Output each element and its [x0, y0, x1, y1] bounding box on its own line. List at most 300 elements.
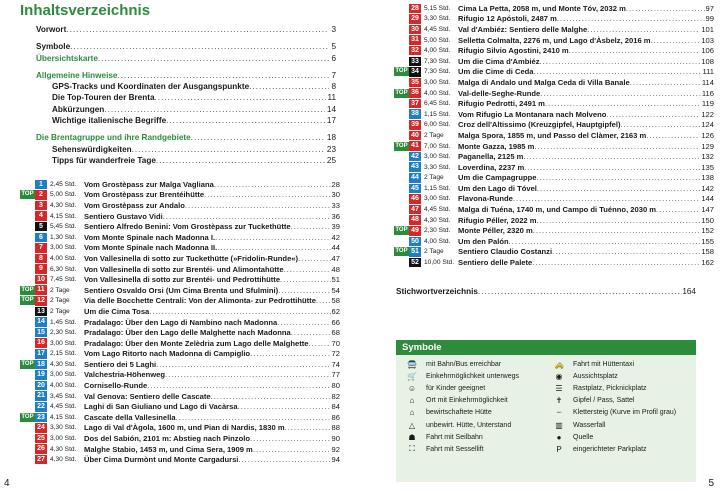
tour-page: 39	[331, 222, 340, 232]
symbol-item	[402, 407, 543, 419]
tour-duration: 1,45 Std.	[50, 318, 77, 326]
tour-page: 74	[331, 359, 340, 369]
tour-duration: 2 Tage	[50, 286, 70, 294]
tour-name: Cima La Petta, 2058 m, und Monte Tóv, 2032 m	[458, 3, 626, 13]
tour-row[interactable]	[394, 3, 714, 14]
tour-row[interactable]	[20, 370, 340, 381]
tour-name: Um den Lago di Tóvel	[458, 183, 537, 193]
toc-entry-page: 7	[331, 70, 336, 80]
tour-page: 28	[331, 179, 340, 189]
tour-page: 44	[331, 243, 340, 253]
tour-duration: 3,30 Std.	[424, 15, 451, 23]
tour-duration: 6,45 Std.	[424, 100, 451, 108]
right-page	[360, 0, 720, 491]
tour-name: Laghi di San Giuliano und Lago di Vacàrsa	[84, 402, 238, 412]
tour-page: 106	[701, 46, 714, 56]
tour-name: Pradalago: Über den Monte Zelèdria zum Lago delle Malghette	[84, 338, 309, 348]
tour-number-badge: 3	[35, 201, 47, 211]
tour-page: 33	[331, 200, 340, 210]
tour-name: Val-delle-Seghe-Runde	[458, 88, 541, 98]
symbol-item	[549, 395, 690, 407]
symbol-legend	[396, 340, 696, 482]
tour-row[interactable]	[394, 215, 714, 226]
tour-name: Vom Monte Spinale nach Madonna II.	[84, 243, 218, 253]
tour-duration: 10,00 Std.	[424, 259, 455, 267]
tour-duration: 2 Tage	[50, 307, 70, 315]
tour-number-badge: 31	[409, 35, 421, 45]
page-title: Inhaltsverzeichnis	[20, 2, 151, 19]
tour-number-badge: 18	[35, 360, 47, 370]
tour-page: 147	[701, 205, 714, 215]
toc-entry[interactable]	[36, 41, 336, 52]
tour-page: 58	[331, 296, 340, 306]
toc-entry[interactable]	[36, 70, 336, 81]
tour-duration: 4,00 Std.	[50, 382, 77, 390]
tour-page: 66	[331, 317, 340, 327]
toc-entry-page: 11	[327, 93, 336, 103]
tour-row[interactable]	[394, 183, 714, 194]
tour-number-badge: 27	[35, 455, 47, 465]
tour-duration: 7,00 Std.	[424, 142, 451, 150]
tour-page: 70	[331, 338, 340, 348]
tour-number-badge: 2	[35, 190, 47, 200]
tour-row[interactable]	[20, 232, 340, 243]
tour-page: 54	[331, 285, 340, 295]
tour-duration: 5,45 Std.	[50, 223, 77, 231]
tour-name: Croz dell'Altissimo (Kreuzgipfel, Hauptgipfel)	[458, 120, 621, 130]
tour-name: Malghe Stabio, 1453 m, und Cima Sera, 1909 m	[84, 444, 253, 454]
tour-row[interactable]	[394, 173, 714, 184]
toc-list	[36, 24, 336, 166]
tour-duration: 4,30 Std.	[50, 456, 77, 464]
tour-page: 90	[331, 434, 340, 444]
toc-entry-label: Wichtige italienische Begriffe	[52, 116, 167, 126]
tour-row[interactable]	[20, 285, 340, 296]
top-badge: TOP	[395, 142, 408, 149]
tour-name: Sentiero Alfredo Benini: Vom Grostèpass zur Tuckethütte	[84, 222, 291, 232]
tour-duration: 1,15 Std.	[424, 110, 451, 118]
tour-page: 126	[701, 130, 714, 140]
tour-duration: 2 Tage	[50, 297, 70, 305]
stichwort-label: Stichwortverzeichnis	[396, 287, 478, 296]
tour-number-badge: 26	[35, 444, 47, 454]
tour-row[interactable]	[394, 236, 714, 247]
tour-number-badge: 32	[409, 46, 421, 56]
top-badge: TOP	[21, 286, 34, 293]
tour-row[interactable]	[394, 141, 714, 152]
tour-number-badge: 4	[35, 211, 47, 221]
tour-row[interactable]	[20, 391, 340, 402]
tour-number-badge: 29	[409, 14, 421, 24]
tour-number-badge: 46	[409, 194, 421, 204]
tour-page: 150	[701, 215, 714, 225]
cable-car-icon: ☗	[408, 432, 416, 442]
symbol-item	[402, 395, 543, 407]
toc-entry-page: 14	[326, 104, 336, 114]
tour-number-badge: 16	[35, 338, 47, 348]
tour-row[interactable]	[394, 56, 714, 67]
tour-page: 124	[701, 120, 714, 130]
tour-number-badge: 22	[35, 402, 47, 412]
tour-number-badge: 19	[35, 370, 47, 380]
toc-entry-label: Vorwort	[36, 25, 67, 34]
tour-name: Sentiero Gustavo Vidi	[84, 211, 163, 221]
tour-duration: 5,15 Std.	[424, 4, 451, 12]
tour-number-badge: 12	[35, 296, 47, 306]
tour-duration: 7,45 Std.	[50, 276, 77, 284]
tour-page: 122	[701, 109, 714, 119]
tour-name: Malga di Tuéna, 1740 m, und Campo di Tuénno, 2030 m	[458, 205, 657, 215]
tour-row[interactable]	[20, 211, 340, 222]
tour-page: 132	[701, 152, 714, 162]
tour-page: 88	[331, 423, 340, 433]
tour-name: Von Vallesinella di sotto zur Brentéi- und Alimontahütte	[84, 264, 284, 274]
toc-entry[interactable]	[36, 81, 336, 92]
symbol-item	[549, 382, 690, 394]
symbol-label: Rastplatz, Picknickplatz	[573, 384, 647, 392]
tour-page: 47	[331, 253, 340, 263]
tour-name: Rifugio Silvio Agostini, 2410 m	[458, 46, 569, 56]
tour-row[interactable]	[394, 45, 714, 56]
tour-duration: 5,00 Std.	[424, 36, 451, 44]
toc-entry-page: 18	[326, 133, 336, 143]
village-icon: ⌂	[409, 396, 415, 406]
symbol-item	[549, 443, 690, 455]
tour-name: Um die Cima d'Ambiéz	[458, 56, 540, 66]
symbol-label: Fahrt mit Seilbahn	[426, 433, 483, 441]
tour-page: 72	[331, 349, 340, 359]
tour-name: Vom Rifugio La Montanara nach Molveno	[458, 109, 607, 119]
tour-duration: 2,45 Std.	[50, 180, 77, 188]
toc-entry[interactable]	[36, 92, 336, 103]
tour-row[interactable]	[394, 98, 714, 109]
tour-name: Rifugio 12 Apóstoli, 2487 m	[458, 14, 557, 24]
parking-icon: P	[556, 444, 562, 454]
tour-number-badge: 21	[35, 391, 47, 401]
tour-name: Sentiero Osvaldo Orsi (Um Cima Brenta und Sfulmini)	[84, 285, 279, 295]
tour-duration: 3,00 Std.	[424, 195, 451, 203]
tour-row[interactable]	[20, 200, 340, 211]
toc-entry-page: 6	[331, 53, 336, 63]
tour-row[interactable]	[20, 221, 340, 232]
symbol-item	[402, 358, 543, 370]
tour-name: Malga di Andalo und Malga Ceda di Villa Banale	[458, 77, 630, 87]
tour-list-right	[394, 3, 714, 268]
tour-number-badge: 36	[409, 88, 421, 98]
tour-page: 30	[331, 190, 340, 200]
tour-row[interactable]	[20, 296, 340, 307]
tour-number-badge: 41	[409, 141, 421, 151]
tour-duration: 2 Tage	[424, 131, 444, 139]
chairlift-icon: ⛶	[409, 444, 415, 454]
tour-page: 82	[331, 391, 340, 401]
tour-number-badge: 35	[409, 78, 421, 88]
tour-duration: 4,30 Std.	[50, 201, 77, 209]
tour-duration: 2 Tage	[424, 248, 444, 256]
tour-page: 42	[331, 232, 340, 242]
tour-duration: 7,30 Std.	[424, 57, 451, 65]
tour-number-badge: 10	[35, 275, 47, 285]
tour-row[interactable]	[394, 151, 714, 162]
symbol-label: Gipfel / Pass, Sattel	[573, 397, 635, 405]
toc-entry[interactable]	[36, 132, 336, 143]
tour-row[interactable]	[20, 423, 340, 434]
tour-number-badge: 48	[409, 215, 421, 225]
tour-duration: 4,45 Std.	[50, 403, 77, 411]
toc-entry-label: Allgemeine Hinweise	[36, 70, 118, 80]
stichwort-line[interactable]	[396, 287, 696, 298]
tour-row[interactable]	[20, 444, 340, 455]
tour-duration: 4,00 Std.	[424, 89, 451, 97]
tour-page: 111	[702, 67, 714, 77]
tour-duration: 1,15 Std.	[424, 184, 451, 192]
tour-duration: 4,45 Std.	[424, 206, 451, 214]
tour-duration: 4,00 Std.	[50, 254, 77, 262]
symbol-label: Einkehrmöglichkeit unterwegs	[426, 372, 519, 380]
tour-duration: 3,30 Std.	[50, 424, 77, 432]
tour-row[interactable]	[20, 317, 340, 328]
tour-number-badge: 39	[409, 120, 421, 130]
toc-entry-label: Abkürzungen	[52, 104, 105, 114]
tour-name: Pradalago: Über den Lago di Nambino nach Madonna	[84, 317, 278, 327]
tour-duration: 3,00 Std.	[50, 435, 77, 443]
tour-row[interactable]	[394, 162, 714, 173]
symbol-item	[402, 431, 543, 443]
tour-page: 94	[331, 455, 340, 465]
tour-number-badge: 51	[409, 247, 421, 257]
tour-name: Sentiero Claudio Costanzi	[458, 247, 553, 257]
tour-row[interactable]	[20, 454, 340, 465]
symbol-label: Ort mit Einkehrmöglichkeit	[426, 397, 508, 405]
top-badge: TOP	[395, 227, 408, 234]
tour-name: Von Vallesinella di sotto zur Tuckethütte (»Fridolin-Runde«)	[84, 253, 299, 263]
tour-name: Monte Péller, 2320 m	[458, 226, 533, 236]
tour-row[interactable]	[394, 247, 714, 258]
tour-page: 48	[331, 264, 340, 274]
tour-row[interactable]	[20, 264, 340, 275]
toc-entry[interactable]	[36, 53, 336, 64]
tour-row[interactable]	[20, 253, 340, 264]
child-icon: ☺	[407, 383, 417, 393]
tour-number-badge: 23	[35, 413, 47, 423]
symbol-item	[402, 443, 543, 455]
tour-name: Um die Cime di Ceda	[458, 67, 534, 77]
tour-name: Vom Grostèpass zur Brentéihütte	[84, 190, 205, 200]
tour-row[interactable]	[20, 401, 340, 412]
waterfall-icon: ▥	[555, 420, 563, 430]
toc-entry[interactable]	[36, 104, 336, 115]
tour-number-badge: 5	[35, 222, 47, 232]
tour-row[interactable]	[394, 130, 714, 141]
tour-row[interactable]	[394, 14, 714, 25]
tour-number-badge: 50	[409, 237, 421, 247]
tour-page: 152	[701, 226, 714, 236]
toc-entry-label: Tipps für wanderfreie Tage	[52, 155, 156, 165]
tour-page: 129	[701, 141, 714, 151]
tour-duration: 1,30 Std.	[50, 233, 77, 241]
tour-page: 108	[701, 56, 714, 66]
tour-number-badge: 24	[35, 423, 47, 433]
tour-row[interactable]	[394, 77, 714, 88]
tour-number-badge: 49	[409, 226, 421, 236]
symbol-label: eingerichteter Parkplatz	[573, 445, 647, 453]
tour-number-badge: 20	[35, 381, 47, 391]
tour-page: 68	[331, 328, 340, 338]
tour-page: 99	[705, 14, 714, 24]
tour-duration: 4,15 Std.	[50, 212, 77, 220]
tour-name: Um die Cima Tosa	[84, 306, 150, 316]
tour-name: Val d'Ambiéz: Sentiero delle Malghe	[458, 24, 588, 34]
tour-name: Cascate della Vallesinella	[84, 412, 176, 422]
symbol-label: Fahrt mit Sessellift	[426, 445, 484, 453]
tour-name: Von Vallesinella di sotto zur Brentéi- und Pedrottihütte	[84, 275, 281, 285]
tour-page: 101	[701, 24, 714, 34]
tour-page: 144	[701, 194, 714, 204]
tour-row[interactable]	[20, 306, 340, 317]
tour-duration: 4,15 Std.	[50, 413, 77, 421]
tour-number-badge: 43	[409, 162, 421, 172]
symbol-item	[402, 370, 543, 382]
tour-number-badge: 45	[409, 184, 421, 194]
tour-page: 135	[701, 162, 714, 172]
tour-row[interactable]	[20, 243, 340, 254]
toc-entry-label: Symbole	[36, 42, 71, 52]
toc-entry[interactable]	[36, 24, 336, 35]
tour-row[interactable]	[394, 257, 714, 268]
toc-entry-label: GPS-Tracks und Koordinaten der Ausgangspunkte	[52, 82, 250, 92]
tour-duration: 3,00 Std.	[50, 371, 77, 379]
tour-row[interactable]	[394, 109, 714, 120]
tour-row[interactable]	[20, 338, 340, 349]
tour-row[interactable]	[394, 35, 714, 46]
tour-number-badge: 9	[35, 264, 47, 274]
tour-row[interactable]	[20, 349, 340, 360]
tour-page: 138	[701, 173, 714, 183]
tour-number-badge: 44	[409, 173, 421, 183]
tour-row[interactable]	[394, 204, 714, 215]
toc-entry-label: Übersichtskarte	[36, 53, 98, 63]
symbol-label: für Kinder geeignet	[426, 384, 486, 392]
tour-row[interactable]	[394, 120, 714, 131]
tour-number-badge: 28	[409, 4, 421, 14]
tour-name: Flavona-Runde	[458, 194, 513, 204]
tour-name: Rifugio Péller, 2022 m	[458, 215, 537, 225]
tour-name: Paganella, 2125 m	[458, 152, 524, 162]
tour-duration: 5,00 Std.	[50, 191, 77, 199]
tour-row[interactable]	[20, 179, 340, 190]
top-badge: TOP	[21, 191, 34, 198]
tour-name: Vom Grostèpass zur Andalo	[84, 200, 185, 210]
page-number-left: 4	[4, 478, 10, 489]
top-badge: TOP	[395, 248, 408, 255]
tour-row[interactable]	[394, 194, 714, 205]
tour-row[interactable]	[20, 380, 340, 391]
picnic-icon: ☰	[555, 383, 563, 393]
top-badge: TOP	[21, 297, 34, 304]
symbol-label: mit Bahn/Bus erreichbar	[426, 360, 502, 368]
tour-page: 77	[331, 370, 340, 380]
tour-name: Vom Grostèpass zur Malga Vagliana	[84, 179, 214, 189]
tour-row[interactable]	[394, 88, 714, 99]
symbol-item	[549, 431, 690, 443]
tour-number-badge: 13	[35, 307, 47, 317]
tour-row[interactable]	[20, 190, 340, 201]
tour-duration: 4,30 Std.	[50, 445, 77, 453]
symbol-item	[549, 370, 690, 382]
tour-row[interactable]	[20, 359, 340, 370]
tour-duration: 3,00 Std.	[50, 244, 77, 252]
tour-name: Selletta Colmalta, 2276 m, und Lago d'Àsbelz, 2016 m	[458, 35, 651, 45]
summit-icon: ✝	[555, 396, 563, 406]
symbol-item	[549, 407, 690, 419]
tour-row[interactable]	[394, 24, 714, 35]
tour-name: Monte Gazza, 1985 m	[458, 141, 535, 151]
tour-duration: 2,15 Std.	[50, 350, 77, 358]
tour-row[interactable]	[394, 67, 714, 78]
train-bus-icon: 🚍	[407, 359, 417, 369]
tour-row[interactable]	[20, 327, 340, 338]
tour-page: 155	[701, 236, 714, 246]
tour-page: 36	[331, 211, 340, 221]
tour-row[interactable]	[394, 225, 714, 236]
tour-number-badge: 15	[35, 328, 47, 338]
tour-name: Val Genova: Sentiero delle Cascate	[84, 391, 211, 401]
toc-entry[interactable]	[36, 144, 336, 155]
tour-number-badge: 52	[409, 258, 421, 268]
tour-page: 114	[701, 77, 714, 87]
tour-name: Loverdina, 2237 m	[458, 162, 525, 172]
tour-row[interactable]	[20, 433, 340, 444]
symbol-label: bewirtschaftete Hütte	[426, 409, 492, 417]
tour-duration: 4,00 Std.	[424, 47, 451, 55]
tour-name: Über Cima Durmònt und Monte Cargadursi	[84, 455, 239, 465]
shelter-icon: △	[408, 420, 416, 430]
tour-name: Rifugio Pedrotti, 2491 m	[458, 99, 545, 109]
tour-number-badge: 8	[35, 254, 47, 264]
tour-page: 62	[331, 306, 340, 316]
tour-name: Sentiero delle Palete	[458, 258, 533, 268]
toc-entry-page: 3	[331, 25, 336, 34]
tour-name: Um den Palón	[458, 236, 509, 246]
toc-entry[interactable]	[36, 115, 336, 126]
toc-entry-label: Die Top-Touren der Brenta	[52, 93, 155, 103]
tour-page: 86	[331, 412, 340, 422]
tour-page: 119	[701, 99, 714, 109]
spring-icon: ●	[556, 432, 562, 442]
tour-duration: 4,00 Std.	[424, 237, 451, 245]
symbol-item	[402, 382, 543, 394]
toc-entry-page: 5	[331, 42, 336, 52]
tour-page: 84	[331, 402, 340, 412]
tour-duration: 3,30 Std.	[424, 163, 451, 171]
tour-number-badge: 11	[35, 285, 47, 295]
tour-duration: 4,30 Std.	[50, 360, 77, 368]
toc-entry[interactable]	[36, 155, 336, 166]
tour-name: Valchestria-Höhenweg	[84, 370, 166, 380]
stichwort-page: 164	[682, 287, 696, 296]
tour-list-left	[20, 179, 340, 465]
tour-row[interactable]	[20, 412, 340, 423]
toc-entry-label: Sehenswürdigkeiten	[52, 144, 132, 154]
symbol-item	[402, 419, 543, 431]
toc-entry-page: 25	[326, 155, 336, 165]
tour-name: Pradalago: Über den Lago delle Malghette nach Madonna	[84, 328, 291, 338]
tour-page: 142	[701, 183, 714, 193]
tour-name: Vom Monte Spinale nach Madonna I.	[84, 232, 216, 242]
tour-row[interactable]	[20, 274, 340, 285]
tour-duration: 6,30 Std.	[50, 265, 77, 273]
tour-page: 92	[331, 444, 340, 454]
